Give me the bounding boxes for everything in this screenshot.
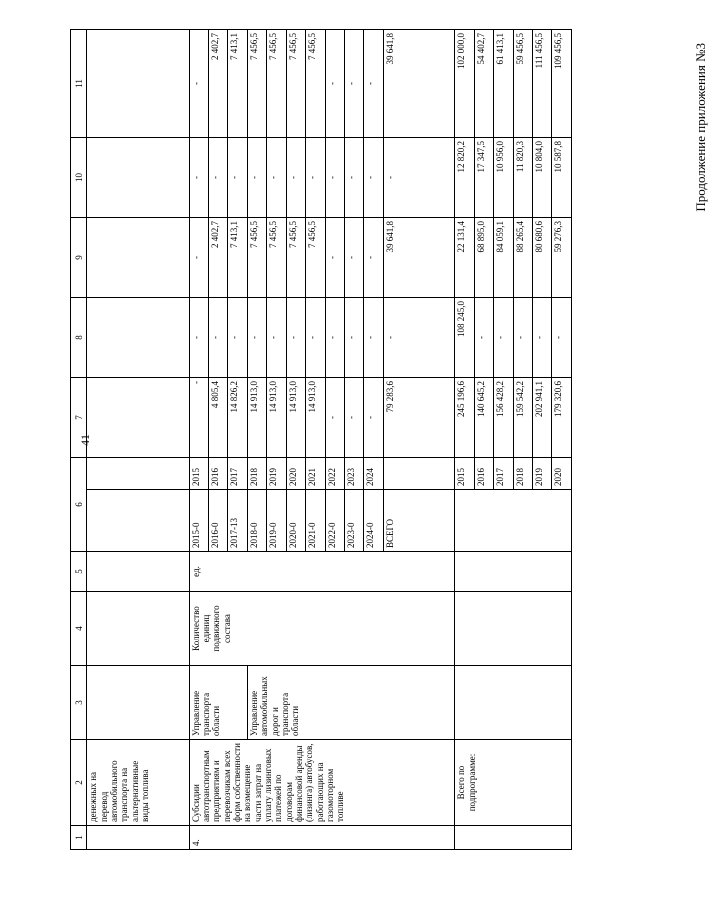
value-cell: 84 059,1 bbox=[494, 218, 513, 298]
value-cell: 11 820,3 bbox=[513, 138, 532, 218]
header-row bbox=[71, 30, 87, 850]
value-cell: 10 804,0 bbox=[533, 138, 552, 218]
value-cell: 2 402,7 bbox=[209, 218, 228, 298]
value-cell: - bbox=[344, 30, 363, 138]
executor: Управление автомобильных дорог и транспорта области bbox=[247, 666, 455, 740]
continuation-row bbox=[87, 30, 189, 850]
table-cell bbox=[455, 490, 572, 552]
table-cell bbox=[87, 458, 189, 490]
indicator: Количество единиц подвижного состава bbox=[189, 592, 455, 666]
period-cell: ВСЕГО bbox=[383, 490, 455, 552]
value-cell: 202 941,1 bbox=[533, 378, 552, 458]
value-cell: 7 456,5 bbox=[286, 218, 305, 298]
value-cell: 7 456,5 bbox=[306, 30, 325, 138]
value-cell: - bbox=[189, 30, 208, 138]
value-cell: - bbox=[325, 218, 344, 298]
year-cell: 2021 bbox=[306, 458, 325, 490]
value-cell: - bbox=[306, 138, 325, 218]
period-cell: 2022-0 bbox=[325, 490, 344, 552]
year-cell: 2022 bbox=[325, 458, 344, 490]
value-cell: - bbox=[189, 218, 208, 298]
table-cell bbox=[87, 666, 189, 740]
year-cell: 2024 bbox=[364, 458, 383, 490]
header-cell: 7 bbox=[71, 378, 87, 458]
period-cell: 2019-0 bbox=[267, 490, 286, 552]
value-cell: 68 895,0 bbox=[474, 218, 493, 298]
table-cell bbox=[87, 30, 189, 138]
value-cell: 54 402,7 bbox=[474, 30, 493, 138]
value-cell: - bbox=[325, 30, 344, 138]
value-cell: - bbox=[228, 138, 247, 218]
value-cell: 59 276,3 bbox=[552, 218, 572, 298]
table-cell bbox=[87, 298, 189, 378]
value-cell: - bbox=[325, 138, 344, 218]
table-row bbox=[247, 30, 266, 850]
value-cell: 7 456,5 bbox=[247, 218, 266, 298]
value-cell: - bbox=[209, 138, 228, 218]
table-cell bbox=[455, 552, 572, 592]
header-cell: 11 bbox=[71, 30, 87, 138]
value-cell: - bbox=[228, 298, 247, 378]
value-cell: - bbox=[189, 138, 208, 218]
value-cell: 4 805,4 bbox=[209, 378, 228, 458]
value-cell: 156 428,2 bbox=[494, 378, 513, 458]
unit: ед. bbox=[189, 552, 455, 592]
value-cell: - bbox=[325, 378, 344, 458]
value-cell: - bbox=[383, 298, 455, 378]
year-cell: 2019 bbox=[267, 458, 286, 490]
table-cell bbox=[455, 666, 572, 740]
value-cell: - bbox=[364, 298, 383, 378]
value-cell: - bbox=[189, 378, 208, 458]
value-cell: 10 956,0 bbox=[494, 138, 513, 218]
period-cell: 2023-0 bbox=[344, 490, 363, 552]
table-cell bbox=[87, 826, 189, 850]
appendix-caption: Продолжение приложения №3 bbox=[693, 43, 708, 212]
value-cell: - bbox=[344, 218, 363, 298]
value-cell: 39 641,8 bbox=[383, 218, 455, 298]
value-cell: 22 131,4 bbox=[455, 218, 474, 298]
value-cell: 14 913,0 bbox=[306, 378, 325, 458]
year-cell: 2020 bbox=[286, 458, 305, 490]
value-cell: - bbox=[474, 298, 493, 378]
value-cell: 7 456,5 bbox=[286, 30, 305, 138]
year-cell: 2015 bbox=[189, 458, 208, 490]
value-cell: 179 320,6 bbox=[552, 378, 572, 458]
header-cell: 6 bbox=[71, 458, 87, 552]
table-cell bbox=[87, 218, 189, 298]
header-cell: 1 bbox=[71, 826, 87, 850]
year-cell: 2019 bbox=[533, 458, 552, 490]
year-cell: 2017 bbox=[494, 458, 513, 490]
header-cell: 8 bbox=[71, 298, 87, 378]
value-cell: 7 413,1 bbox=[228, 218, 247, 298]
period-cell: 2018-0 bbox=[247, 490, 266, 552]
year-cell: 2018 bbox=[513, 458, 532, 490]
period-cell: 2020-0 bbox=[286, 490, 305, 552]
value-cell: 17 347,5 bbox=[474, 138, 493, 218]
year-cell: 2020 bbox=[552, 458, 572, 490]
value-cell: 7 456,5 bbox=[306, 218, 325, 298]
period-cell: 2015-0 bbox=[189, 490, 208, 552]
value-cell: - bbox=[364, 218, 383, 298]
year-cell: 2023 bbox=[344, 458, 363, 490]
page-number: 41 bbox=[78, 434, 92, 446]
value-cell: - bbox=[325, 298, 344, 378]
header-cell: 2 bbox=[71, 740, 87, 826]
year-cell bbox=[383, 458, 455, 490]
value-cell: 7 456,5 bbox=[267, 218, 286, 298]
subprogram-total-label: Всего по подпрограмме: bbox=[455, 740, 572, 826]
value-cell: - bbox=[383, 138, 455, 218]
table-cell bbox=[455, 826, 572, 850]
executor: Управление транспорта области bbox=[189, 666, 247, 740]
year-cell: 2017 bbox=[228, 458, 247, 490]
value-cell: 79 283,6 bbox=[383, 378, 455, 458]
value-cell: 14 913,0 bbox=[247, 378, 266, 458]
value-cell: - bbox=[344, 298, 363, 378]
year-cell: 2016 bbox=[474, 458, 493, 490]
value-cell: 80 680,6 bbox=[533, 218, 552, 298]
table-cell bbox=[455, 592, 572, 666]
value-cell: - bbox=[189, 298, 208, 378]
value-cell: - bbox=[364, 30, 383, 138]
value-cell: 108 245,0 bbox=[455, 298, 474, 378]
table-cell bbox=[87, 552, 189, 592]
value-cell: - bbox=[267, 138, 286, 218]
year-cell: 2018 bbox=[247, 458, 266, 490]
value-cell: 14 913,0 bbox=[286, 378, 305, 458]
value-cell: - bbox=[364, 378, 383, 458]
value-cell: 159 542,2 bbox=[513, 378, 532, 458]
value-cell: 7 413,1 bbox=[228, 30, 247, 138]
value-cell: 14 826,2 bbox=[228, 378, 247, 458]
item-name-continued: денежных на перевод автомобильного транспорта на альтернативные виды топлива bbox=[87, 740, 189, 826]
header-cell: 9 bbox=[71, 218, 87, 298]
value-cell: 61 413,1 bbox=[494, 30, 513, 138]
value-cell: - bbox=[344, 138, 363, 218]
budget-table bbox=[70, 29, 572, 850]
value-cell: 39 641,8 bbox=[383, 30, 455, 138]
value-cell: - bbox=[513, 298, 532, 378]
value-cell: - bbox=[364, 138, 383, 218]
header-cell: 10 bbox=[71, 138, 87, 218]
header-cell: 5 bbox=[71, 552, 87, 592]
value-cell: 102 000,0 bbox=[455, 30, 474, 138]
value-cell: 109 456,5 bbox=[552, 30, 572, 138]
value-cell: - bbox=[533, 298, 552, 378]
value-cell: - bbox=[494, 298, 513, 378]
value-cell: 12 820,2 bbox=[455, 138, 474, 218]
value-cell: - bbox=[344, 378, 363, 458]
year-cell: 2016 bbox=[209, 458, 228, 490]
table-cell bbox=[87, 592, 189, 666]
value-cell: - bbox=[306, 298, 325, 378]
value-cell: 14 913,0 bbox=[267, 378, 286, 458]
value-cell: 111 456,5 bbox=[533, 30, 552, 138]
period-cell: 2021-0 bbox=[306, 490, 325, 552]
value-cell: 59 456,5 bbox=[513, 30, 532, 138]
item-name: Субсидии автотранспортным предприятиям и перевозчикам всех форм собственности на возмещение части затрат на уплату лизинговых платежей по договорам финансовой аренды (лизинга) автобусов, работающих на газомоторном топливе bbox=[189, 740, 455, 826]
value-cell: 2 402,7 bbox=[209, 30, 228, 138]
table-cell bbox=[87, 490, 189, 552]
rotated-table-container bbox=[70, 30, 572, 850]
table-row bbox=[189, 30, 208, 850]
value-cell: - bbox=[286, 138, 305, 218]
value-cell: 10 587,8 bbox=[552, 138, 572, 218]
table-row bbox=[455, 30, 474, 850]
item-number: 4. bbox=[189, 826, 455, 850]
value-cell: - bbox=[267, 298, 286, 378]
value-cell: 245 196,6 bbox=[455, 378, 474, 458]
period-cell: 2016-0 bbox=[209, 490, 228, 552]
table-cell bbox=[87, 378, 189, 458]
period-cell: 2017-13 bbox=[228, 490, 247, 552]
year-cell: 2015 bbox=[455, 458, 474, 490]
value-cell: 7 456,5 bbox=[267, 30, 286, 138]
value-cell: 7 456,5 bbox=[247, 30, 266, 138]
header-cell: 4 bbox=[71, 592, 87, 666]
value-cell: - bbox=[286, 298, 305, 378]
header-cell: 3 bbox=[71, 666, 87, 740]
value-cell: 140 645,2 bbox=[474, 378, 493, 458]
table-cell bbox=[87, 138, 189, 218]
value-cell: - bbox=[209, 298, 228, 378]
period-cell: 2024-0 bbox=[364, 490, 383, 552]
value-cell: - bbox=[247, 138, 266, 218]
value-cell: - bbox=[552, 298, 572, 378]
value-cell: - bbox=[247, 298, 266, 378]
value-cell: 88 265,4 bbox=[513, 218, 532, 298]
